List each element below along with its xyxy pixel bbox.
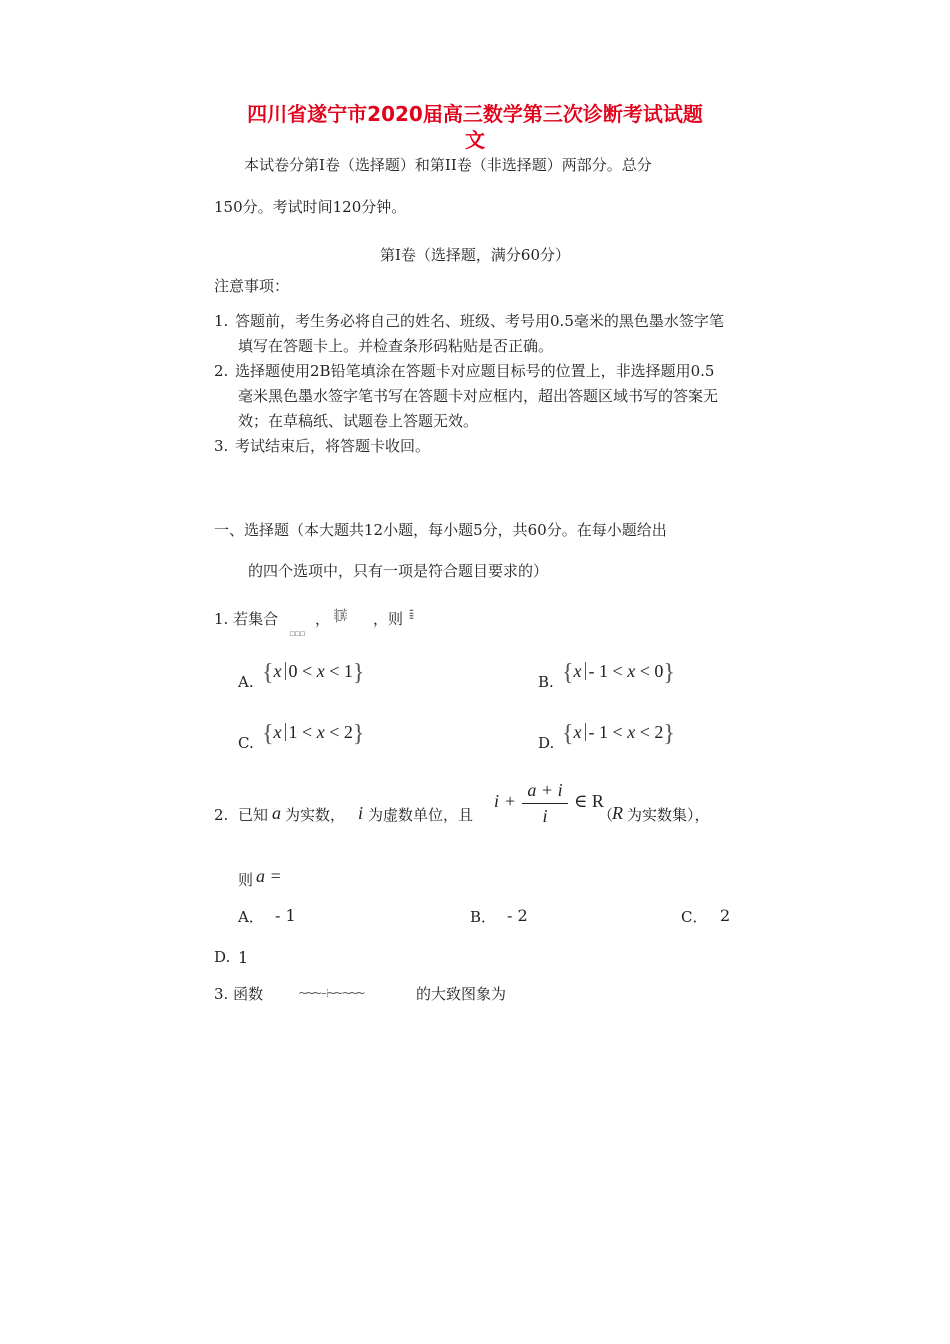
q1-set-a-formula: ▫▫▫ [289,629,305,639]
q2-option-a-label: A． [238,908,264,926]
q3-stem-end: 的大致图象为 [416,985,507,1003]
lower-bound: 1 [288,722,298,742]
q1-separator: ， [315,610,331,628]
document-title-line2: 文 [465,128,485,152]
q2-option-d-value: 1 [238,948,249,967]
q2-text: 已知 [238,806,269,824]
lower-bound: - 1 [588,661,609,681]
q2-number: 2. [214,806,229,824]
note-number: 2. [214,362,229,380]
q1-option-d-label: D. [538,734,555,752]
note-text: 毫米黑色墨水签字笔书写在答题卡对应框内，超出答题区域书写的答案无 [238,387,719,405]
q1-option-d-set: {x - 1 < x < 2} [562,721,675,747]
q2-option-c-label: C． [681,908,708,926]
notes-heading: 注意事项： [214,277,290,295]
lower-bound: - 1 [588,722,609,742]
q2-option-a-value: - 1 [275,906,296,925]
q1-option-a-set: {x 0 < x < 1} [262,660,365,686]
q1-option-c-set: {x 1 < x < 2} [262,721,365,747]
intro-line2: 150分。考试时间120分钟。 [214,198,407,216]
q1-option-b-set: {x - 1 < x < 0} [562,660,675,686]
part1-heading: 第Ⅰ卷（选择题，满分60分） [379,246,570,264]
q2-paren: （ [598,806,614,824]
q2-option-c-value: 2 [720,906,731,925]
note-number: 1. [214,312,229,330]
note-text: 考试结束后，将答题卡收回。 [235,437,431,455]
upper-bound: 1 [343,661,353,681]
q2-expr-i: i [494,791,500,811]
section1-heading-line1: 一、选择题（本大题共12小题，每小题5分，共60分。在每小题给出 [214,521,667,539]
note-text: 答题前，考生务必将自己的姓名、班级、考号用0.5毫米的黑色墨水签字笔 [235,312,724,330]
q2-in-reals: ∈ R [574,791,604,811]
q1-option-b-label: B. [538,673,554,691]
intro-line1: 本试卷分第Ⅰ卷（选择题）和第II卷（非选择题）两部分。总分 [244,156,652,174]
note-number: 3. [214,437,229,455]
q1-stem-then: ，则 [373,610,404,628]
document-title-line1: 四川省遂宁市2020届高三数学第三次诊断考试试题 [247,102,703,126]
q1-set-b-formula: ⁞|▯⁞⟨⁞ [333,607,346,623]
q2-var-r: R [612,803,623,823]
q2-var-a: a [272,803,281,823]
q1-intersection-formula: ⁞⁞⁞ [408,607,413,623]
q2-fraction-denominator: i [542,806,548,826]
q2-then: 则 [238,871,254,889]
upper-bound: 2 [343,722,353,742]
lower-bound: 0 [288,661,298,681]
q1-stem-start: 1. 若集合 [214,610,279,628]
q3-function-formula: ⁓⁓⁓ ‒ ⁞⁓⁓ ⁓⁓⁓ [298,986,364,1000]
q2-text: 为实数， [285,806,346,824]
q2-text: 为实数集）， [627,806,710,824]
q2-expr-plus: + [505,791,516,811]
q1-option-a-label: A. [238,673,254,691]
q2-fraction-bar [522,803,568,804]
note-text: 填写在答题卡上。并检查条形码粘贴是否正确。 [238,337,554,355]
upper-bound: 0 [654,661,664,681]
q2-option-b-value: - 2 [507,906,528,925]
q1-option-c-label: C. [238,734,254,752]
q2-var-i: i [358,803,364,823]
note-text: 选择题使用2B铅笔填涂在答题卡对应题目标号的位置上，非选择题用0.5 [235,362,715,380]
q2-option-d-label: D. [214,948,231,966]
q2-a-equals: a = [256,866,282,886]
q2-option-b-label: B． [470,908,497,926]
q2-fraction-numerator: a + i [527,780,563,800]
upper-bound: 2 [654,722,664,742]
q3-stem-start: 3. 函数 [214,985,264,1003]
q2-text: 为虚数单位，且 [368,806,474,824]
note-text: 效；在草稿纸、试题卷上答题无效。 [238,412,479,430]
section1-heading-line2: 的四个选项中，只有一项是符合题目要求的） [248,562,549,580]
